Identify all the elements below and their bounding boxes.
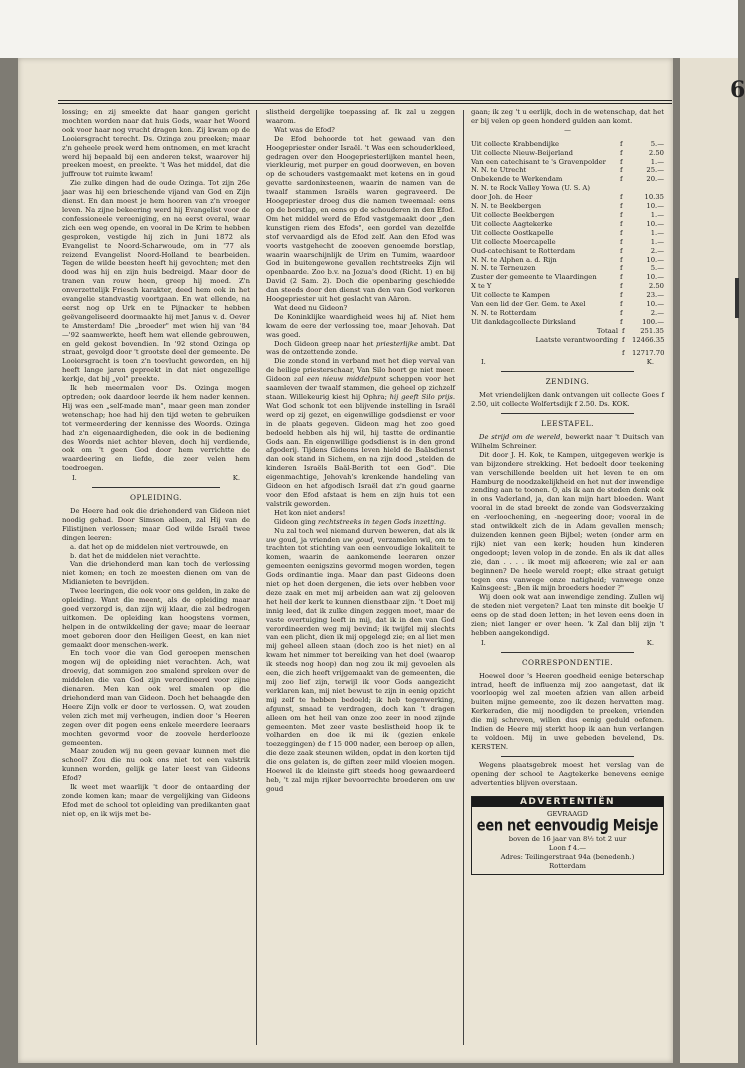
collection-amount: 10.— xyxy=(646,219,664,228)
collection-row xyxy=(471,158,664,167)
collection-label: Uit collecte Krabbendijke xyxy=(471,139,560,148)
collection-amount: 23.— xyxy=(646,291,664,300)
paragraph: Het kon niet anders! xyxy=(274,508,346,517)
collection-value xyxy=(620,158,664,167)
currency: f xyxy=(622,326,625,335)
signature xyxy=(72,474,240,483)
collection-value xyxy=(620,300,664,309)
currency: f xyxy=(620,193,623,202)
collection-value xyxy=(620,238,664,247)
laatste-amount: 12466.35 xyxy=(632,335,665,344)
collection-label: X te Y xyxy=(471,282,492,291)
advertisement-title: ADVERTENTIËN xyxy=(472,797,663,808)
collection-label: N. N. te Beekbergen xyxy=(471,202,542,211)
signature-right: K. xyxy=(232,474,240,483)
paragraph: Ik weet met waarlijk 't door de ontaarding der zonde komen kan; maar de vergelijking van Gideons Efod met de school tot opleiding van predikanten gaat niet op, en ik wijs met be- xyxy=(62,783,250,818)
collection-value xyxy=(620,202,664,211)
paragraph: Van die driehonderd man kan toch de verlossing niet komen; en toch ze moesten dienen om van de Midianieten te bevrijden. xyxy=(62,560,250,587)
column-divider-1 xyxy=(256,110,257,1045)
section-rule xyxy=(501,413,634,414)
signature-left: I. xyxy=(481,638,486,647)
collection-row xyxy=(471,184,664,193)
collection-value xyxy=(620,273,664,282)
advertisement-headline: een net eenvoudig Meisje xyxy=(476,817,659,836)
currency: f xyxy=(620,210,623,219)
collection-value xyxy=(620,247,664,256)
collection-label: Uit collecte Beekbergen xyxy=(471,210,555,219)
collection-value xyxy=(620,229,664,238)
section-rule xyxy=(92,487,220,488)
collections-list xyxy=(471,140,664,327)
text-run: scheppen voor het saamleven der twaalf stammen, die geheel op zichzelf staan. Willekeurig kiest hij Ophra; xyxy=(266,375,455,401)
italic-run: uw xyxy=(266,535,277,544)
paragraph: Maar zouden wij nu geen gevaar kunnen met die school? Zou die nu ook ons niet tot een valstrik kunnen worden, gelijk ge later leest van Gideons Efod? xyxy=(62,747,250,783)
advertisement-line: Adres: Teilingerstraat 94a (benedenh.) xyxy=(500,853,635,862)
paragraph: De Koninklijke waardigheid wees hij af. Niet hem kwam de eere der verlossing toe, maar Jehovah. Dat was goed. xyxy=(266,312,455,339)
currency: f xyxy=(620,202,623,211)
collection-amount: 2.— xyxy=(650,246,664,255)
dash: — xyxy=(564,125,571,134)
section-heading-zending: ZENDING. xyxy=(545,377,590,387)
section-heading-leestafel: LEESTAFEL. xyxy=(541,419,594,429)
grand-total-amount: 12717.70 xyxy=(632,348,665,357)
paragraph: slistheid dergelijke toepassing af. Ik zal u zeggen waarom. xyxy=(266,108,455,125)
collection-value xyxy=(620,193,664,202)
collection-value xyxy=(620,166,664,175)
paragraph: Wat was de Efod? xyxy=(274,125,335,134)
column-divider-2 xyxy=(463,110,464,1045)
currency: f xyxy=(620,175,623,184)
adjacent-page-edge xyxy=(680,58,745,1063)
text-run: Doch Gideon greep naar het xyxy=(274,339,376,348)
paragraph xyxy=(266,527,455,794)
collection-value xyxy=(620,211,664,220)
paragraph: Wegens plaatsgebrek moest het verslag van de opening der school te Aagtekerke benevens eenige advertenties blijven overstaan. xyxy=(471,760,664,787)
collection-value xyxy=(620,256,664,265)
collection-label: N. N. te Rotterdam xyxy=(471,308,537,317)
currency: f xyxy=(620,139,623,148)
column-2 xyxy=(266,108,455,794)
text-run: bewerkt naar 't Duitsch van Wilhelm Schreiner. xyxy=(471,433,664,450)
collection-row xyxy=(471,202,664,211)
collection-amount: 1.— xyxy=(650,237,664,246)
paragraph: De Efod behoorde tot het gewaad van den Hoogepriester onder Israël. 't Was een schouderkleed, gedragen over den Hoogepriesterlijken mantel heen, vierkleurig, met purper en goud doorweven, en boven op de schouders vastgemaakt met ketens en in goud gevatte sardonixsteenen, waarin de namen van de twaalf stammen Israëls waren gegraveerd. De Hoogepriester droeg dus die namen tweemaal: eens op de borstlap, en eens op de schouderen in den Efod. Om het middel werd de Efod vastgemaakt door „den kunstigen riem des Efods", een gordel van dezelfde stof vervaardigd als de Efod zelf. Aan den Efod was voorts vastgehecht de zooeven genoemde borstlap, waarin waarschijnlijk de Urim en Tumim, waardoor God in buitengewone gevallen rechtstreeks Zijn wil openbaarde. Zoo b.v. na Jozua's dood (Richt. 1) en bij David (2 Sam. 2). Doch die openbaring geschiedde dan steeds door den dienst van den van God verkoren Hoogepriester uit het geslacht van Aäron. xyxy=(266,134,455,304)
collection-value xyxy=(632,184,664,193)
paragraph: Twee leeringen, die ook voor ons gelden, in zake de opleiding. Want die meent, als de opleiding maar goed verzorgd is, dan zijn wij klaar, die zal bedrogen uitkomen. De opleiding kan hoogstens vormen, helpen in de ontwikkeling der gave; maar de leeraar moet geboren door den Heiligen Geest, en kan niet gemaakt door menschen-werk. xyxy=(62,587,250,649)
collection-row xyxy=(471,193,664,202)
text-run: Nu zal toch wel niemand durven beweren, dat als ik xyxy=(274,526,455,535)
collection-amount: 25.— xyxy=(646,166,664,175)
collection-label: N. N. te Utrecht xyxy=(471,166,527,175)
collection-value xyxy=(620,149,664,158)
italic-run: hij geeft Silo prijs. xyxy=(389,393,455,401)
paragraph: Wat deed nu Gideon? xyxy=(274,303,348,312)
currency: f xyxy=(620,219,623,228)
collection-label: Uit collecte Moercapelle xyxy=(471,237,556,246)
currency: f xyxy=(620,237,623,246)
collection-row xyxy=(471,229,664,238)
text-run: ambt. Dat was de ontzettende zonde. xyxy=(266,339,455,357)
collection-row xyxy=(471,175,664,184)
currency: f xyxy=(620,282,623,291)
currency: f xyxy=(622,348,625,357)
collection-amount: 10.— xyxy=(646,273,664,282)
adjacent-page-number: 6 xyxy=(730,77,745,103)
collection-row xyxy=(471,309,664,318)
totaal-amount: 251.35 xyxy=(640,326,664,335)
laatste-row xyxy=(471,336,664,345)
collection-value xyxy=(620,318,664,327)
advertisement-line: Rotterdam xyxy=(549,861,586,870)
collection-value xyxy=(620,282,664,291)
signature-left: I. xyxy=(481,358,486,367)
italic-run: zal een nieuw middelpunt xyxy=(293,375,386,384)
text-run: goud, ja vrienden xyxy=(276,535,343,544)
collection-label: Uit collecte te Kampen xyxy=(471,291,551,300)
collection-row xyxy=(471,211,664,220)
collection-amount: 1.— xyxy=(650,210,664,219)
collection-amount: 2.50 xyxy=(648,282,664,291)
collection-label: door Joh. de Heer xyxy=(471,193,533,202)
collection-amount: 2.— xyxy=(650,308,664,317)
collection-row xyxy=(471,247,664,256)
totaal-row xyxy=(471,327,664,336)
paragraph: Ik heb meermalen voor Ds. Ozinga mogen optreden; ook daardoor leerde ik hem nader kennen. Hij was een „self-made man", maar geen man zonder wetenschap; hoe had hij den tijd weten te gebruiken tot vermeerdering der kennisse des Woords. Ozinga had z'n eigenaardigheden, die ook in de bediening des Woords niet achter bleven, doch hij verdiende, ook om 't geen God door hem verrichtte de waardeering en liefde, die zeer velen hem toedroegen. xyxy=(62,384,250,473)
collection-label: Van een catechisant te 's Gravenpolder xyxy=(471,157,606,166)
grand-total-row xyxy=(471,349,664,358)
currency: f xyxy=(620,246,623,255)
currency: f xyxy=(620,166,623,175)
currency: f xyxy=(620,157,623,166)
text-run: Wat God schonk tot een blijvende instelling in Israël werd op zij gezet, en eigenwillige godsdienst er voor in de plaats gegeven. Gideon mag het zoo goed bedoeld hebben als hij wil, hij tastte de ordinantie Gods aan. En eigenwillige godsdienst is in den grond afgoderij. Tijdens Gideons leven hield de Baälsdienst dan ook stand in Sichem, en na zijn dood „stelden de kinderen Israëls Baäl-Berith tot een God". Die eigenmachtige, Jehovah's krenkende handeling van Gideon en het afgodisch Israël dat z'n goud gaarne voor den Efod afstaat is hem en zijn huis tot een valstrik geworden. xyxy=(266,401,455,508)
header-rule-double xyxy=(58,103,672,104)
paragraph xyxy=(471,433,664,451)
collection-amount: 100.— xyxy=(642,317,664,326)
collection-amount xyxy=(632,184,664,193)
currency: f xyxy=(622,335,625,344)
collection-row xyxy=(471,238,664,247)
paragraph xyxy=(266,357,455,508)
collection-amount: 10.35 xyxy=(644,193,664,202)
book-title: De strijd om de wereld, xyxy=(479,433,563,441)
section-rule xyxy=(501,756,634,757)
collection-row xyxy=(471,149,664,158)
collection-row xyxy=(471,282,664,291)
column-1 xyxy=(62,108,250,819)
currency: f xyxy=(620,255,623,264)
collection-amount: 10.— xyxy=(646,202,664,211)
paragraph: gaan; ik zeg 't u eerlijk, doch in de wetenschap, dat het er bij velen op geen honderd gulden aan komt. xyxy=(471,108,664,125)
section-rule xyxy=(501,371,634,372)
paragraph: Wij doen ook wat aan inwendige zending. Zullen wij de steden niet vergeten? Laat ten minste dit boekje U eens op de stad doen letten; in het leven eens doen in zien; niet langer er over heen. 'k Zal dan blij zijn 't hebben aangekondigd. xyxy=(471,593,664,637)
currency: f xyxy=(620,317,623,326)
laatste-label: Laatste verantwoording xyxy=(535,335,618,344)
column-3 xyxy=(471,108,664,875)
collection-amount: 2.50 xyxy=(648,148,664,157)
collection-row xyxy=(471,291,664,300)
adjacent-page-mark xyxy=(735,278,739,318)
paragraph: Met vriendelijken dank ontvangen uit collecte Goes f 2.50, uit collecte Wolfertsdijk f 2.50. Ds. KOK. xyxy=(471,391,664,409)
signature-right: K. xyxy=(646,358,654,367)
paragraph: lossing; en zij smeekte dat haar gangen gericht mochten worden naar dat huis Gods, waar het Woord ook voor haar nog vrucht dragen kon. Zij kwam op de Looiersgracht terecht. Ds. Ozinga zou preeken; maar z'n geheele preek werd hem ontnomen, en met kracht werd hij bepaald bij een anderen tekst, waarover hij preeken moest, en preekte. 't Was het middel, dat die juffrouw tot ruimte kwam! xyxy=(62,108,250,179)
italic-run: rechtstreeks in tegen Gods inzetting. xyxy=(318,517,447,526)
section-heading-opleiding: OPLEIDING. xyxy=(130,493,182,503)
collection-amount: 5.— xyxy=(650,139,664,148)
collection-value xyxy=(620,309,664,318)
advertisement-line: Loon f 4.— xyxy=(548,844,587,853)
collection-row xyxy=(471,273,664,282)
currency: f xyxy=(620,264,623,273)
section-heading-correspondentie: CORRESPONDENTIE. xyxy=(521,657,614,667)
paragraph: a. dat het op de middelen niet vertrouwde, en xyxy=(70,542,229,551)
advertisement-box xyxy=(471,796,664,875)
collection-row xyxy=(471,256,664,265)
currency: f xyxy=(620,308,623,317)
collection-value xyxy=(620,175,664,184)
collection-label: Zuster der gemeente te Vlaardingen xyxy=(471,273,597,282)
collection-amount: 20.— xyxy=(646,175,664,184)
paragraph: En toch voor die van God geroepen menschen mogen wij de opleiding niet verachten. Ach, wat droevig, dat sommigen zoo smalend spreken over de middelen die van God zijn verordineerd voor zijne dienaren. Men kan ook wel smalen op die driehonderd man van Gideon. Doch het behaagde den Heere Zijn volk er door te verlossen. O, wat zouden velen zich met mij verheugen, indien door 's Heeren zegen over dit pogen eens enkele meerdere leeraars mochten gevormd voor de zoovele herderlooze gemeenten. xyxy=(62,649,250,747)
collection-label: Uit collecte Aagtekerke xyxy=(471,219,553,228)
collection-amount: 10.— xyxy=(646,300,664,309)
collection-value xyxy=(620,220,664,229)
collection-row xyxy=(471,318,664,327)
signature xyxy=(481,358,654,367)
collection-value xyxy=(620,291,664,300)
scanner-margin xyxy=(0,0,738,58)
collection-value xyxy=(620,264,664,273)
signature-right: K. xyxy=(646,638,654,647)
paragraph xyxy=(266,340,455,358)
collection-label: Uit dankdagcollecte Dirksland xyxy=(471,317,576,326)
italic-run: uw goud xyxy=(342,535,373,544)
collection-amount: 10.— xyxy=(646,255,664,264)
collection-label: Uit collecte Nieuw-Beijerland xyxy=(471,148,573,157)
collection-label: Uit collecte Oostkapelle xyxy=(471,228,554,237)
signature-left: I. xyxy=(72,474,77,483)
paragraph xyxy=(266,518,455,527)
collection-amount: 1.— xyxy=(650,157,664,166)
signature xyxy=(481,639,654,648)
currency: f xyxy=(620,300,623,309)
currency: f xyxy=(620,291,623,300)
collection-amount: 1.— xyxy=(650,228,664,237)
text-run: , verzamelen wil, om te trachten tot stichting van een eenvoudige lokaliteit te komen, waarin de aankomende leeraren onzer gemeenten eenigszins gevormd mogen worden, tegen Gods ordinantie inga. Maar dan past Gideons doen niet op het doen dergenen, die iets over hebben voor deze zaak en met mij arbeiden aan wat zij gelooven het heil der kerk te kunnen dienstbaar zijn. 't Doet mij innig leed, dat ik zulke dingen zeggen moet, maar de vaste overtuiging leeft in mij, dat ik in den van God verordineerden weg mij bevind; ik twijfel mij slechts van een plicht, dien ik mij opgelegd zie; en al liet men mij geheel alleen staan (doch zoo is het niet) en al kwam het nimmer tot bereiking van het doel (waarop ik steeds nog hoop) dan nog zou ik mij gevoelen als een, die zich heeft vrijgemaakt van de gemeenten, die mij zoo lief zijn, terwijl ik voor Gods aangezicht verklaren kan, mij niet bewust te zijn in eenig opzicht mij zelf te hebben bedoeld; ik heb tegenwerking, afgunst, smaad te verdragen, doch kan 't dragen alleen om het heil van onze zoo zeer in nood zijnde gemeenten. Met zeer vaste beslistheid hoop ik te volharden en doe ik mi ik (gezien enkele toezeggingen) de f 15 000 nader, een beroep op allen, die deze zaak steunen wilden, opdat in den korten tijd die ons gelaten is, de giften zeer mild vloeien mogen. Hoewel ik de kleinste gift steeds hoog gewaardeerd heb, 't zal mijn rijker bevoorrechte broederen om uw goud xyxy=(266,535,455,793)
currency: f xyxy=(620,273,623,282)
section-rule xyxy=(501,652,634,653)
paragraph: De Heere had ook die driehonderd van Gideon niet noodig gehad. Door Simson alleen, zal Hij van de Filistijnen verlossen; maar God wilde Israël twee dingen leeren: xyxy=(62,506,250,542)
collection-row xyxy=(471,300,664,309)
collection-label: N. N. te Terneuzen xyxy=(471,264,536,273)
currency: f xyxy=(620,228,623,237)
italic-run: priesterlijke xyxy=(375,339,418,348)
text-run: Die zonde stond in verband met het diep verval van de heilige priesterschaar, Van Silo hoort ge niet meer. Gideon xyxy=(266,357,455,384)
collection-value xyxy=(620,140,664,149)
currency: f xyxy=(620,148,623,157)
paragraph: Hoewel door 's Heeren goedheid eenige beterschap intrad, heeft de influenza mij zoo aangetast, dat ik voorloopig wel zal moeten afzien van allen arbeid buiten mijne gemeente, zoo ik dezen hervatten mag. Kerkeraden, die mij noodigden te preeken, vrienden die mij schreven, willen dus eenig geduld oefenen. Indien de Heere mij sterkt hoop ik aan hun verlangen te voldoen. Mij in uwe gebeden bevelend, Ds. KERSTEN. xyxy=(471,671,664,751)
paragraph: Zie zulke dingen had de oude Ozinga. Tot zijn 26e jaar was hij een brieschende vijand van God en Zijn dienst. En dan moest je hem hooren van z'n vroeger leven. Na zijne bekeering werd hij Evangelist voor de confessioneele vereeniging, en na eerst overal, waar zich een weg opende, en vooral in De Krim te hebben gesproken, vestigde hij zich in Juni 1872 als Evangelist te Noord-Scharwoude, om in '77 als reizend Evangelist Noord-Holland te bearbeiden. Tegen de wilde beesten heeft hij gevochten; met den dood was hij en zijn huis bedreigd. Maar door de tranen van rouw heen, greep hij moed. Z'n onverzettelijk Friesch karakter, deed hem ook in het evangelie standvastig voortgaan. En wat ellende, na eerst nog op Urk en te Pijnacker te hebben geëvangeliseerd doormaakte hij met Janus v. d. Oever te Amsterdam! Die „broeder" met wien hij van '84—'92 saamwerkte, heeft hem wat ellende gebrouwen, en geld gekost bovendien. In '92 stond Ozinga op straat, gevolgd door 't grootste deel der gemeente. De Looiersgracht is toen z'n toevlucht geworden, en hij heeft lange jaren gepreekt in dat niet ongezellige kerkje, dat bij „vol" preekte. xyxy=(62,179,250,384)
collection-label: Van een lid der Ger. Gem. te Axel xyxy=(471,300,586,309)
collection-amount: 5.— xyxy=(650,264,664,273)
header-rule xyxy=(58,100,672,101)
text-run: Gideon ging xyxy=(274,517,319,526)
collection-row xyxy=(471,140,664,149)
paragraph: b. dat het de middelen niet verachtte. xyxy=(70,551,201,560)
paragraph: Dit door J. H. Kok, te Kampen, uitgegeven werkje is van bijzondere strekking. Het bedoelt door teekening van verschillende beelden uit het leven te en om Hamburg de noodzakelijkheid en het nut der inwendige zending aan te toonen. O, als ik aan de steden denk ook in ons Vaderland, ja, dan kan mijn hart bloeden. Want vooral in de stad breekt de zonde van Godsverzaking en -verloochening, en -negeering door; vooral in de stad ontwikkelt zich de in Adam gevallen mensch; duizenden kennen geen Bijbel; weten (onder arm en rijk) niet van een kerk; houden hun kinderen ongedoopt; leven volop in de zonde. En als ik dat alles zie, dan . . . . ik moet mij afkeeren; wie zal er aan beginnen? De heele wereld roept; elke straat getuigt tegen ons vanwege onze natigheid; vanwege onze Kaïnsgeest: „Ben ik mijn broeders hoeder ?" xyxy=(471,450,664,593)
collection-row xyxy=(471,264,664,273)
collection-label: Onbekende te Werkendam xyxy=(471,175,563,184)
totaal-label: Totaal xyxy=(596,326,618,335)
collection-row xyxy=(471,220,664,229)
advertisement-gevraagd: GEVRAAGD xyxy=(546,810,589,819)
collection-row xyxy=(471,166,664,175)
advertisement-line: boven de 16 jaar van 8½ tot 2 uur xyxy=(508,835,627,844)
collection-label: N. N. te Alphen a. d. Rijn xyxy=(471,255,557,264)
collection-label: Oud-catechisant te Rotterdam xyxy=(471,246,576,255)
collection-label: N. N. te Rock Valley Yowa (U. S. A) xyxy=(471,184,590,193)
